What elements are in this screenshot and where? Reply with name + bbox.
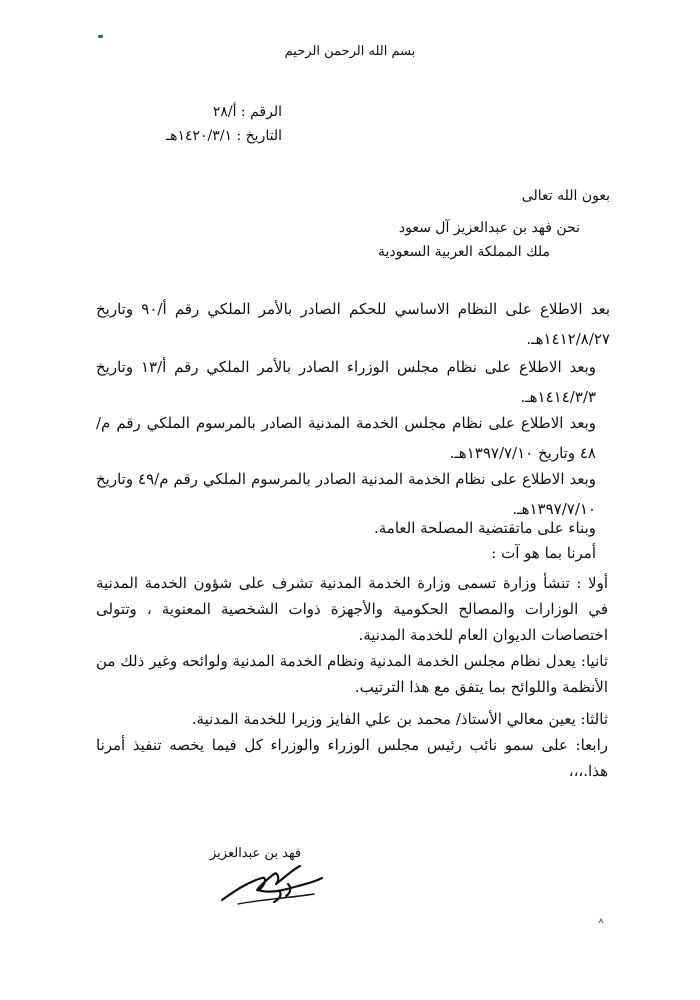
preamble-paragraph: وبعد الاطلاع على نظام مجلس الخدمة المدنية الصادر بالمرسوم الملكي رقم م/٤٨ وتاريخ ١٣٩٧/٧/١٠هـ. — [96, 414, 596, 462]
article-item: رابعا: على سمو نائب رئيس مجلس الوزراء والوزراء كل فيما يخصه تنفيذ أمرنا هذا.،،، — [96, 736, 608, 780]
sender-name: نحن فهد بن عبدالعزيز آل سعود — [398, 220, 580, 236]
article-item: ثانيا: يعدل نظام مجلس الخدمة المدنية ونظام الخدمة المدنية ولوائحه وغير ذلك من الأنظمة واللوائح بما يتفق مع هذا الترتيب. — [96, 652, 608, 696]
handwritten-signature-icon — [218, 860, 328, 908]
preamble-paragraph: وبعد الاطلاع على نظام مجلس الوزراء الصادر بالأمر الملكي رقم أ/١٣ وتاريخ ١٤١٤/٣/٣هـ. — [96, 358, 596, 406]
opening-line: بعون الله تعالى — [521, 188, 610, 204]
scan-mark-icon — [598, 918, 604, 924]
sender-title: ملك المملكة العربية السعودية — [377, 244, 550, 260]
reference-date: التاريخ : ١٤٢٠/٣/١هـ — [165, 128, 282, 144]
reference-number: الرقم : أ/٢٨ — [212, 104, 282, 120]
order-intro: أمرنا بما هو آت : — [491, 544, 596, 562]
preamble-paragraph: بعد الاطلاع على النظام الاساسي للحكم الصادر بالأمر الملكي رقم أ/٩٠ وتاريخ ١٤١٢/٨/٢٧هـ. — [96, 300, 611, 348]
basmala: بسم الله الرحمن الرحيم — [284, 44, 416, 59]
scan-mark-icon — [98, 35, 103, 38]
signature-name: فهد بن عبدالعزيز — [210, 846, 302, 861]
basis-line: وبناء على ماتقتضية المصلحة العامة. — [373, 519, 596, 537]
article-item: أولا : تنشأ وزارة تسمى وزارة الخدمة المدنية تشرف على شؤون الخدمة المدنية في الوزارات والمصالح الحكومية والأجهزة ذوات الشخصية المعنوية ، وتتولى اختصاصات الديوان العام للخدمة المدنية. — [96, 574, 608, 644]
article-item: ثالثا: يعين معالي الأستاذ/ محمد بن علي الفايز وزيرا للخدمة المدنية. — [191, 710, 608, 728]
preamble-paragraph: وبعد الاطلاع على نظام الخدمة المدنية الصادر بالمرسوم الملكي رقم م/٤٩ وتاريخ ١٣٩٧/٧/١٠هـ. — [96, 470, 596, 518]
